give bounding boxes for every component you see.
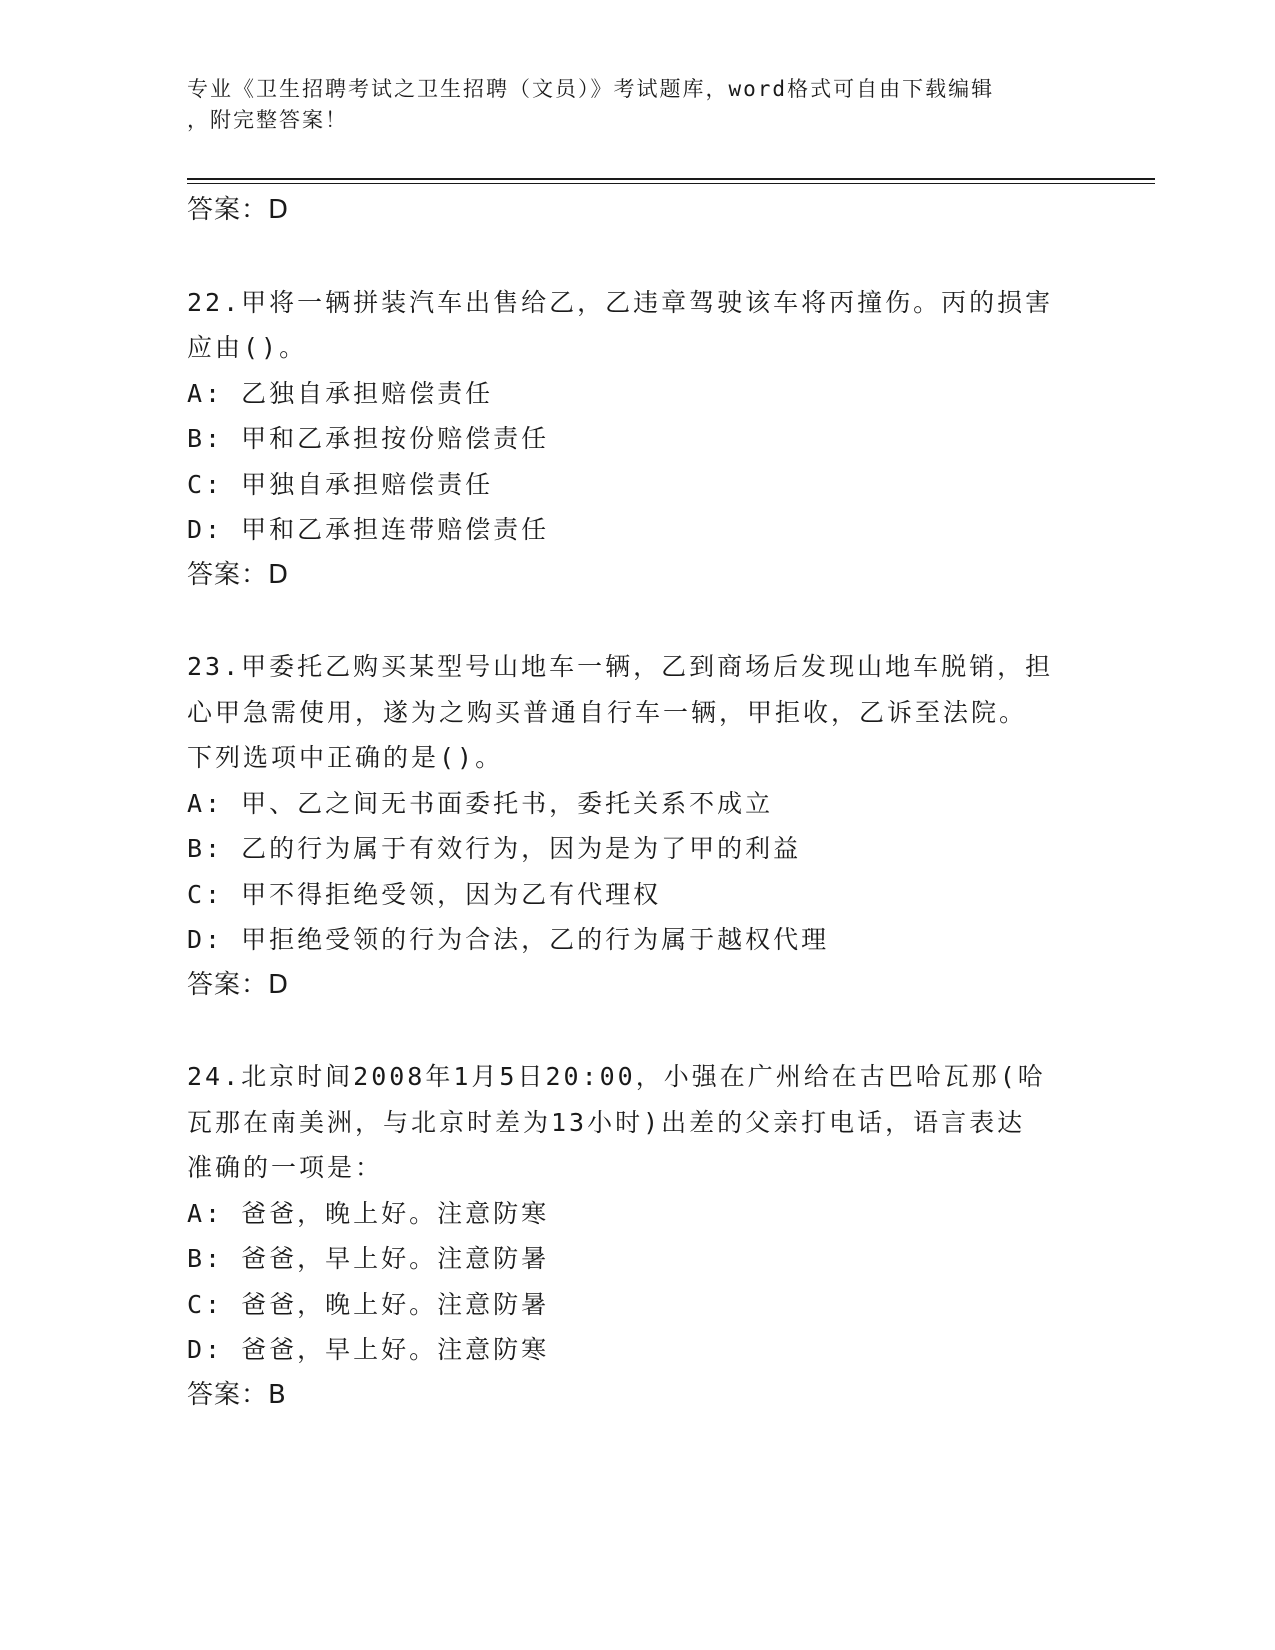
question-list xyxy=(187,188,1087,1418)
option-a: A: 甲、乙之间无书面委托书，委托关系不成立 xyxy=(187,788,774,818)
question-24 xyxy=(187,1054,1087,1418)
header-divider-thin xyxy=(187,183,1155,184)
question-22 xyxy=(187,280,1087,599)
spacer xyxy=(187,1008,1087,1054)
option-c: C: 爸爸，晚上好。注意防暑 xyxy=(187,1289,550,1319)
question-text-line: 瓦那在南美洲，与北京时差为13小时)出差的父亲打电话，语言表达 xyxy=(187,1107,1026,1137)
header-line-1: 专业《卫生招聘考试之卫生招聘（文员）》考试题库，word格式可自由下载编辑 xyxy=(187,77,995,101)
header-line-2: ，附完整答案！ xyxy=(187,108,348,132)
answer: 答案：D xyxy=(187,559,290,590)
question-text-line: 23.甲委托乙购买某型号山地车一辆，乙到商场后发现山地车脱销，担 xyxy=(187,652,1054,681)
spacer xyxy=(187,598,1087,644)
option-a: A: 爸爸，晚上好。注意防寒 xyxy=(187,1198,550,1228)
question-text-line: 22.甲将一辆拼装汽车出售给乙，乙违章驾驶该车将丙撞伤。丙的损害 xyxy=(187,287,1054,317)
option-d: D: 甲和乙承担连带赔偿责任 xyxy=(187,515,550,544)
answer: 答案：D xyxy=(187,969,290,1000)
question-text-line: 24.北京时间2008年1月5日20:00，小强在广州给在古巴哈瓦那(哈 xyxy=(187,1062,1046,1091)
question-text-line: 应由()。 xyxy=(187,333,308,362)
question-23 xyxy=(187,644,1087,1008)
option-b: B: 爸爸，早上好。注意防暑 xyxy=(187,1244,550,1273)
option-c: C: 甲不得拒绝受领，因为乙有代理权 xyxy=(187,879,662,909)
option-b: B: 甲和乙承担按份赔偿责任 xyxy=(187,424,550,453)
document-header xyxy=(187,74,1067,136)
previous-answer: 答案：D xyxy=(187,195,290,225)
header-divider-thick xyxy=(187,178,1155,180)
spacer xyxy=(187,234,1087,280)
question-text-line: 下列选项中正确的是()。 xyxy=(187,743,504,772)
option-d: D: 甲拒绝受领的行为合法，乙的行为属于越权代理 xyxy=(187,925,830,954)
option-a: A: 乙独自承担赔偿责任 xyxy=(187,378,494,408)
answer: 答案：B xyxy=(187,1379,287,1410)
question-text-line: 准确的一项是： xyxy=(187,1153,384,1182)
option-d: D: 爸爸，早上好。注意防寒 xyxy=(187,1335,550,1364)
option-b: B: 乙的行为属于有效行为，因为是为了甲的利益 xyxy=(187,834,802,863)
option-c: C: 甲独自承担赔偿责任 xyxy=(187,469,494,499)
question-text-line: 心甲急需使用，遂为之购买普通自行车一辆，甲拒收，乙诉至法院。 xyxy=(187,697,1028,727)
